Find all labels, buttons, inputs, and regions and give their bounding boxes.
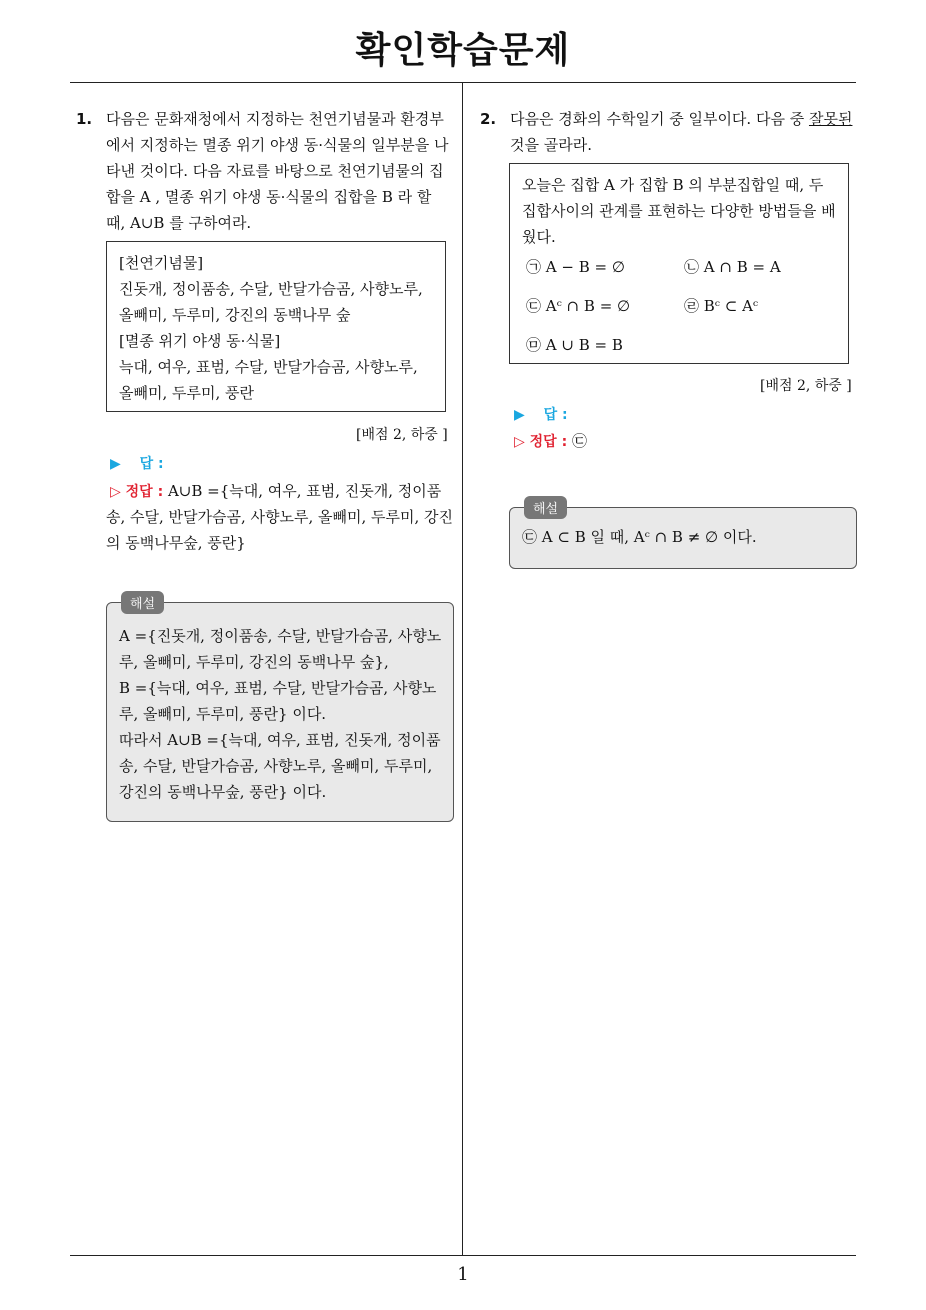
q2-option-1: ㉠ A − B = ∅ — [526, 258, 625, 276]
q1-score: [배점 2, 하중 ] — [356, 427, 448, 443]
q1-correct-row — [110, 480, 441, 501]
q2-text-line — [510, 106, 852, 132]
q1-text-line: 다음은 문화재청에서 지정하는 천연기념물과 환경부 — [106, 110, 444, 128]
q2-score: [배점 2, 하중 ] — [760, 378, 852, 394]
footer-rule — [70, 1255, 856, 1256]
q2-correct-row — [514, 430, 587, 451]
q1-explanation-tag: 해설 — [121, 591, 164, 614]
q1-explanation-line: 루, 올빼미, 두루미, 풍란} 이다. — [119, 705, 327, 723]
q2-option-4: ㉣ Bᶜ ⊂ Aᶜ — [684, 297, 759, 315]
q2-box-line: 집합사이의 관계를 표현하는 다양한 방법들을 배 — [522, 202, 836, 220]
q1-data-box — [106, 241, 446, 412]
q2-number: 2. — [480, 110, 497, 128]
q1-text-line: 합을 A , 멸종 위기 야생 동·식물의 집합을 B 라 할 — [106, 188, 432, 206]
q1-box-line: [천연기념물] — [119, 254, 204, 272]
q1-box-line: [멸종 위기 야생 동·식물] — [119, 332, 281, 350]
header-rule — [70, 82, 856, 83]
page-number: 1 — [457, 1264, 469, 1285]
page-title: 확인학습문제 — [355, 30, 571, 71]
q2-diary-box — [509, 163, 849, 364]
q2-option-2: ㉡ A ∩ B = A — [684, 258, 781, 276]
q1-explanation-line: B ={늑대, 여우, 표범, 수달, 반달가슴곰, 사향노 — [119, 679, 437, 697]
q2-correct-label: ▷ 정답 : — [514, 434, 568, 450]
q1-text-line: 때, A∪B 를 구하여라. — [106, 214, 252, 232]
q1-correct-label: ▷ 정답 : — [110, 484, 164, 500]
q2-answer-row — [514, 404, 568, 424]
q2-box-line: 웠다. — [522, 228, 556, 246]
q1-explanation-line: 강진의 동백나무숲, 풍란} 이다. — [119, 783, 327, 801]
q1-correct-line: 송, 수달, 반달가슴곰, 사향노루, 올빼미, 두루미, 강진 — [106, 508, 454, 526]
q1-box-line: 늑대, 여우, 표범, 수달, 반달가슴곰, 사향노루, — [119, 358, 418, 376]
q1-correct-line: A∪B ={늑대, 여우, 표범, 진돗개, 정이품 — [167, 482, 442, 500]
q1-box-line: 진돗개, 정이품송, 수달, 반달가슴곰, 사향노루, — [119, 280, 423, 298]
q1-number: 1. — [76, 110, 93, 128]
q2-answer-label: 답 : — [543, 407, 568, 423]
q1-text-line: 타낸 것이다. 다음 자료를 바탕으로 천연기념물의 집 — [106, 162, 444, 180]
q2-text-line: 것을 골라라. — [510, 136, 592, 154]
q1-explanation-line: A ={진돗개, 정이품송, 수달, 반달가슴곰, 사향노 — [119, 627, 442, 645]
column-divider — [462, 83, 463, 1255]
q1-explanation-line: 따라서 A∪B ={늑대, 여우, 표범, 진돗개, 정이품 — [119, 731, 441, 749]
q1-explanation-line: 루, 올빼미, 두루미, 강진의 동백나무 숲}, — [119, 653, 389, 671]
q2-option-3: ㉢ Aᶜ ∩ B = ∅ — [526, 297, 631, 315]
q1-text-line: 에서 지정하는 멸종 위기 야생 동·식물의 일부분을 나 — [106, 136, 449, 154]
q1-explanation-line: 송, 수달, 반달가슴곰, 사향노루, 올빼미, 두루미, — [119, 757, 433, 775]
q1-correct-line: 의 동백나무숲, 풍란} — [106, 534, 246, 552]
q1-answer-label: 답 : — [139, 456, 164, 472]
q1-box-line: 올빼미, 두루미, 풍란 — [119, 384, 254, 402]
q1-explanation-box — [106, 602, 454, 822]
q2-correct-value: ㉢ — [571, 432, 587, 450]
q2-explanation-tag: 해설 — [524, 496, 567, 519]
q2-option-5: ㉤ A ∪ B = B — [526, 336, 623, 354]
play-triangle-icon: ▶ — [110, 456, 121, 472]
q1-box-line: 올빼미, 두루미, 강진의 동백나무 숲 — [119, 306, 351, 324]
q2-underlined-word: 잘못된 — [808, 110, 853, 128]
play-triangle-icon: ▶ — [514, 407, 525, 423]
q2-explanation-line: ㉢ A ⊂ B 일 때, Aᶜ ∩ B ≠ ∅ 이다. — [522, 528, 757, 546]
q2-text-line-1: 다음은 경화의 수학일기 중 일부이다. 다음 중 — [510, 110, 809, 128]
q1-answer-row — [110, 453, 164, 473]
q2-box-line: 오늘은 집합 A 가 집합 B 의 부분집합일 때, 두 — [522, 176, 824, 194]
